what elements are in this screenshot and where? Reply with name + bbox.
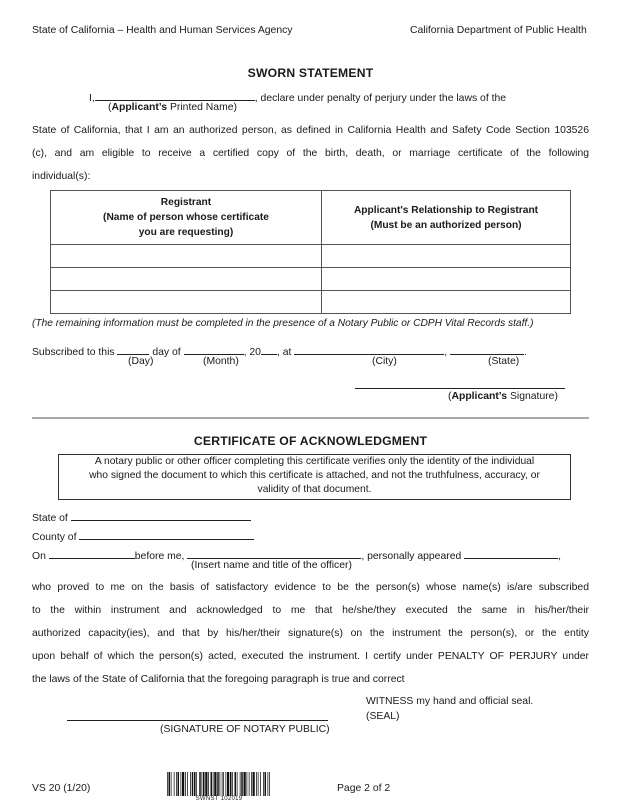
officer-field[interactable] — [187, 547, 361, 559]
notary-signature-field[interactable] — [67, 720, 328, 721]
notice-box — [58, 454, 571, 500]
personally-appeared-label: , personally appeared — [361, 551, 462, 562]
relationship-cell[interactable] — [322, 268, 571, 291]
applicant-label-bold: Applicant’s — [111, 102, 168, 113]
certificate-body-line-4: upon behalf of which the person(s) acted, executed the instrument. I certify under PENALTY OF PERJURY under — [32, 651, 589, 662]
certificate-body-line-1: who proved to me on the basis of satisfactory evidence to be the person(s) whose name(s) is/are subscribed — [32, 582, 589, 593]
certificate-body-line-5: the laws of the State of California that the foregoing paragraph is true and correct — [32, 674, 405, 685]
month-label: (Month) — [203, 356, 239, 367]
certificate-title: CERTIFICATE OF ACKNOWLEDGMENT — [193, 434, 428, 448]
declare-text: , declare under penalty of perjury under the laws of the — [254, 93, 507, 104]
applicant-signature-label: (Applicant’s Signature) — [448, 391, 558, 402]
i-prefix: I, — [89, 93, 95, 104]
notice-line-2: who signed the document to which this certificate is attached, and not the truthfulness, accuracy, or — [89, 470, 540, 481]
state-of-field[interactable] — [71, 509, 251, 521]
applicant-printed-name-label: (Applicant’s Printed Name) — [108, 102, 237, 113]
before-me-label: before me, — [134, 551, 185, 562]
notice-line-3: validity of that document. — [257, 484, 372, 495]
county-of-field[interactable] — [79, 528, 254, 540]
applicant-label-rest: Printed Name) — [169, 102, 237, 113]
table-row — [51, 268, 571, 291]
registrant-table — [50, 190, 571, 314]
year-prefix: , 20 — [243, 347, 261, 358]
signature-label-bold: Applicant’s — [451, 391, 508, 402]
agency-header: State of California – Health and Human Services Agency — [32, 25, 293, 36]
relationship-column-header: Applicant's Relationship to Registrant (Must be an authorized person) — [322, 191, 571, 245]
notary-signature-label: (SIGNATURE OF NOTARY PUBLIC) — [160, 724, 330, 735]
date-field[interactable] — [49, 547, 135, 559]
year-field[interactable] — [261, 343, 277, 355]
notary-presence-note: (The remaining information must be completed in the presence of a Notary Public or CDPH Vital Records staff.) — [32, 318, 534, 329]
officer-label: (Insert name and title of the officer) — [191, 560, 352, 571]
city-field[interactable] — [294, 343, 444, 355]
county-of-label: County of — [32, 532, 77, 543]
state-of-label: State of — [32, 513, 68, 524]
section-divider — [32, 417, 589, 419]
month-field[interactable] — [184, 343, 244, 355]
subscribed-line — [32, 343, 527, 358]
county-of-line — [32, 528, 254, 543]
registrant-name-cell[interactable] — [51, 291, 322, 314]
day-of-text: day of — [152, 347, 181, 358]
barcode-icon — [166, 772, 272, 796]
state-of-line — [32, 509, 251, 524]
sworn-paragraph-line-1: State of California, that I am an authorized person, as defined in California Health and Safety Code Section 103526 — [32, 125, 589, 136]
applicant-name-field[interactable] — [95, 89, 255, 101]
department-header: California Department of Public Health — [410, 25, 587, 36]
relationship-cell[interactable] — [322, 291, 571, 314]
notice-line-1: A notary public or other officer completing this certificate verifies only the identity of the individual — [94, 456, 535, 467]
day-label: (Day) — [128, 356, 154, 367]
state-label: (State) — [488, 356, 520, 367]
registrant-name-cell[interactable] — [51, 245, 322, 268]
table-header-row — [51, 191, 571, 245]
state-field[interactable] — [450, 343, 524, 355]
sworn-paragraph-line-2: (c), and am eligible to receive a certified copy of the birth, death, or marriage certificate of the following — [32, 148, 589, 159]
form-id: VS 20 (1/20) — [32, 783, 91, 794]
registrant-name-cell[interactable] — [51, 268, 322, 291]
comma-text: , — [444, 347, 448, 358]
table-row — [51, 291, 571, 314]
subscribed-prefix: Subscribed to this — [32, 347, 115, 358]
barcode-text: SWNST 102019 — [195, 796, 243, 802]
table-row — [51, 245, 571, 268]
seal-text: (SEAL) — [366, 711, 400, 722]
appeared-person-field[interactable] — [464, 547, 558, 559]
day-field[interactable] — [117, 343, 149, 355]
at-text: , at — [276, 347, 292, 358]
page-number: Page 2 of 2 — [337, 783, 391, 794]
witness-text: WITNESS my hand and official seal. — [366, 696, 534, 707]
on-label: On — [32, 551, 46, 562]
signature-label-rest: Signature) — [509, 391, 558, 402]
sworn-paragraph-line-3: individual(s): — [32, 171, 91, 182]
applicant-signature-field[interactable] — [355, 388, 565, 389]
period-text: . — [524, 347, 527, 358]
trailing-comma: , — [558, 551, 562, 562]
certificate-body-line-3: authorized capacity(ies), and that by his/her/their signature(s) on the instrument the person(s), or the entity — [32, 628, 589, 639]
city-label: (City) — [372, 356, 397, 367]
registrant-column-header: Registrant (Name of person whose certificate you are requesting) — [51, 191, 322, 245]
certificate-body-line-2: to the within instrument and acknowledged to me that he/she/they executed the same in his/her/their — [32, 605, 589, 616]
relationship-cell[interactable] — [322, 245, 571, 268]
sworn-statement-title: SWORN STATEMENT — [247, 66, 374, 80]
